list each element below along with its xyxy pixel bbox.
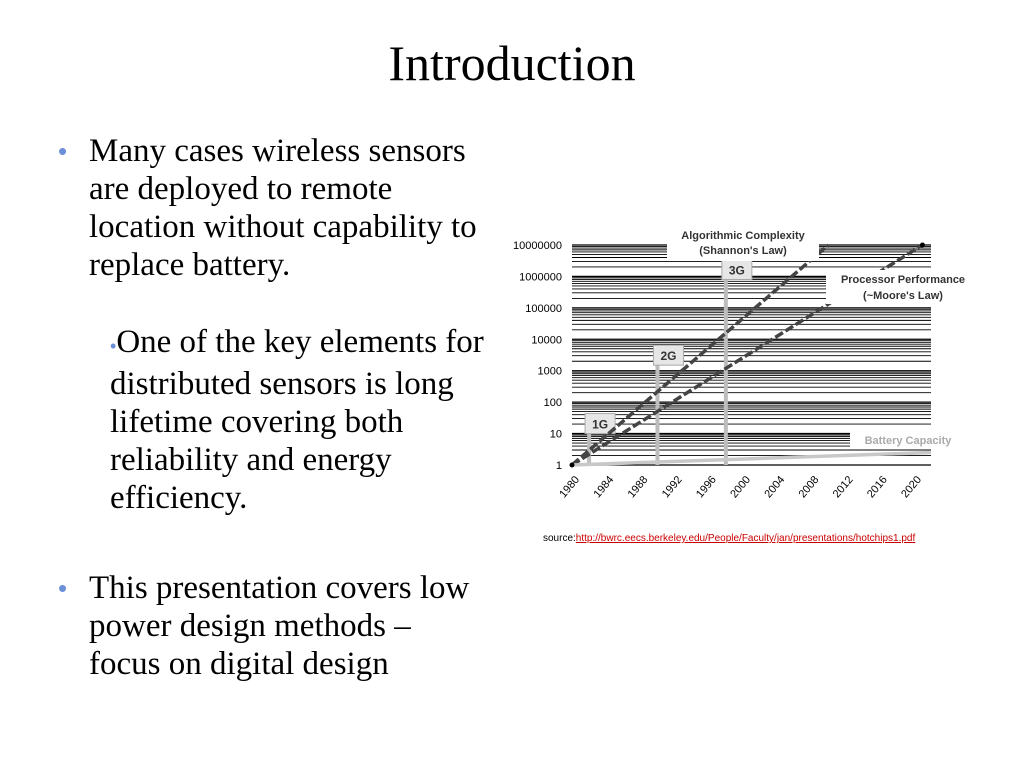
x-tick-label: 1996: [693, 473, 719, 501]
x-tick-label: 2016: [864, 473, 890, 501]
slide-title: Introduction: [388, 35, 636, 91]
x-tick-label: 2012: [830, 473, 856, 501]
generation-label: 2G: [660, 349, 677, 364]
bullet-marker: •: [58, 136, 68, 166]
bullet-marker: •: [58, 573, 68, 603]
bullet-2-text: This presentation covers low power design methods – focus on digital design: [89, 570, 470, 682]
generation-label: 3G: [728, 263, 745, 278]
series-label: (~Moore's Law): [863, 290, 943, 302]
y-tick-label: 1: [555, 460, 562, 472]
y-tick-label: 100: [543, 397, 562, 410]
bullet-1-text: Many cases wireless sensors are deployed to remote location without capability to replace battery.: [89, 133, 477, 283]
source-citation: [543, 533, 915, 544]
y-tick-label: 1000: [537, 365, 562, 378]
sub-bullet-marker: •: [110, 336, 117, 356]
data-point: [920, 243, 925, 248]
x-tick-label: 1980: [557, 473, 583, 501]
y-tick-label: 100000: [525, 302, 562, 315]
series-line: [572, 452, 931, 465]
series-label: Processor Performance: [840, 274, 966, 286]
x-tick-label: 1984: [591, 473, 617, 501]
x-tick-label: 2000: [728, 473, 754, 501]
source-label: source:: [543, 533, 576, 544]
x-tick-label: 1988: [625, 473, 651, 501]
y-tick-label: 10000000: [513, 240, 562, 252]
growth-chart: [495, 220, 995, 530]
generation-label: 1G: [592, 417, 609, 432]
data-point: [570, 463, 575, 468]
y-tick-label: 10: [549, 428, 562, 441]
sub-bullet-1-text: One of the key elements for distributed sensors is long lifetime covering both reliability and energy efficiency.: [110, 324, 484, 516]
y-tick-label: 10000: [531, 334, 562, 347]
x-tick-label: 2008: [796, 473, 822, 501]
x-tick-label: 1992: [659, 473, 685, 501]
series-label: Battery Capacity: [864, 435, 952, 447]
series-label: (Shannon's Law): [699, 245, 787, 257]
series-label: Algorithmic Complexity: [681, 230, 805, 242]
x-tick-label: 2004: [762, 473, 788, 501]
sub-bullet-1: [110, 323, 500, 517]
source-link[interactable]: http://bwrc.eecs.berkeley.edu/People/Faculty/jan/presentations/hotchips1.pdf: [575, 533, 916, 544]
x-tick-label: 2020: [899, 473, 925, 501]
y-tick-label: 1000000: [519, 271, 562, 284]
